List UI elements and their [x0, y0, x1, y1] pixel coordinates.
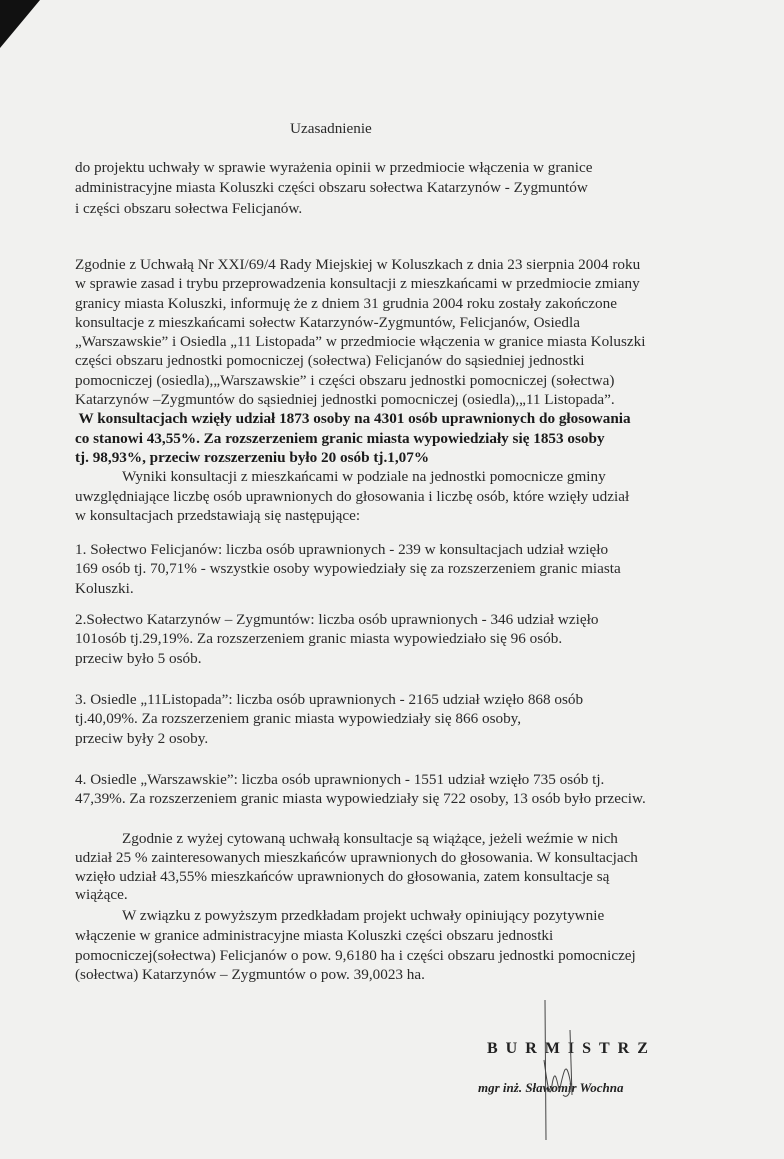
- text-line: w sprawie zasad i trybu przeprowadzenia konsultacji z mieszkańcami w przedmiocie zmiany: [75, 275, 640, 293]
- text-line: (sołectwa) Katarzynów – Zygmuntów o pow. 39,0023 ha.: [75, 966, 425, 984]
- scan-corner-shadow: [0, 0, 40, 48]
- bold-summary-line: W konsultacjach wzięły udział 1873 osoby na 4301 osób uprawnionych do głosowania: [75, 410, 631, 428]
- text-line: 1. Sołectwo Felicjanów: liczba osób uprawnionych - 239 w konsultacjach udział wzięło: [75, 541, 609, 558]
- proposal-paragraph: [75, 906, 765, 985]
- binding-paragraph: [75, 830, 765, 905]
- text-line: konsultacje z mieszkańcami sołectw Katarzynów-Zygmuntów, Felicjanów, Osiedla: [75, 313, 580, 331]
- text-line: administracyjne miasta Koluszki części obszaru sołectwa Katarzynów - Zygmuntów: [75, 179, 588, 197]
- result-item-11-listopada: [75, 690, 765, 748]
- result-item-katarzynow: [75, 610, 765, 668]
- text-line: wzięło udział 43,55% mieszkańców uprawnionych do głosowania, zatem konsultacje są: [75, 867, 610, 885]
- text-line: Koluszki.: [75, 579, 134, 597]
- text-line: 2.Sołectwo Katarzynów – Zygmuntów: liczba osób uprawnionych - 346 udział wzięło: [75, 611, 599, 628]
- text-line: w konsultacjach przedstawiają się następujące:: [75, 506, 361, 524]
- document-title: Uzasadnienie: [290, 120, 372, 137]
- signature-name: mgr inż. Sławomir Wochna: [478, 1080, 624, 1095]
- text-line: 4. Osiedle „Warszawskie”: liczba osób uprawnionych - 1551 udział wzięło 735 osób tj.: [75, 771, 605, 788]
- result-item-warszawskie: [75, 770, 765, 809]
- text-line: do projektu uchwały w sprawie wyrażenia opinii w przedmiocie włączenia w granice: [75, 159, 593, 176]
- text-line: tj.40,09%. Za rozszerzeniem granic miasta wypowiedziały się 866 osoby,: [75, 710, 522, 728]
- text-line: i części obszaru sołectwa Felicjanów.: [75, 199, 303, 217]
- text-line: uwzględniające liczbę osób uprawnionych do głosowania i liczbę osób, które wzięły udział: [75, 487, 630, 505]
- text-line: 3. Osiedle „11Listopada”: liczba osób uprawnionych - 2165 udział wzięło 868 osób: [75, 691, 584, 708]
- text-line: granicy miasta Koluszki, informuję że z dniem 31 grudnia 2004 roku zostały zakończone: [75, 294, 617, 312]
- text-line: 101osób tj.29,19%. Za rozszerzeniem granic miasta wypowiedziało się 96 osób.: [75, 630, 563, 648]
- main-paragraph: [75, 255, 765, 525]
- text-line: W związku z powyższym przedkładam projekt uchwały opiniujący pozytywnie: [122, 907, 605, 924]
- handwritten-signature-icon: [530, 1000, 590, 1145]
- text-line: przeciw były 2 osoby.: [75, 729, 209, 747]
- intro-paragraph: [75, 158, 765, 219]
- text-line: „Warszawskie” i Osiedla „11 Listopada” w przedmiocie włączenia w granice miasta Koluszki: [75, 333, 646, 351]
- bold-summary-line: tj. 98,93%, przeciw rozszerzeniu było 20 osób tj.1,07%: [75, 448, 430, 466]
- text-line: wiążące.: [75, 886, 128, 904]
- text-line: Wyniki konsultacji z mieszkańcami w podziale na jednostki pomocnicze gminy: [122, 468, 606, 486]
- text-line: 47,39%. Za rozszerzeniem granic miasta wypowiedziały się 722 osoby, 13 osób było przeciw.: [75, 790, 646, 808]
- text-line: 169 osób tj. 70,71% - wszystkie osoby wypowiedziały się za rozszerzeniem granic miasta: [75, 560, 621, 578]
- text-line: pomocniczej (osiedla),„Warszawskie” i części obszaru jednostki pomocniczej (sołectwa): [75, 371, 615, 389]
- result-item-felicjanow: [75, 540, 765, 598]
- text-line: przeciw było 5 osób.: [75, 649, 202, 667]
- text-line: udział 25 % zainteresowanych mieszkańców uprawnionych do głosowania. W konsultacjach: [75, 848, 638, 866]
- text-line: Katarzynów –Zygmuntów do sąsiedniej jednostki pomocniczej (osiedla),„11 Listopada”.: [75, 391, 615, 409]
- text-line: Zgodnie z Uchwałą Nr XXI/69/4 Rady Miejskiej w Koluszkach z dnia 23 sierpnia 2004 roku: [75, 256, 641, 273]
- signature-role: BURMISTRZ: [487, 1040, 656, 1057]
- text-line: części obszaru jednostki pomocniczej (sołectwa) Felicjanów do sąsiedniej jednostki: [75, 352, 585, 370]
- text-line: włączenie w granice administracyjne miasta Koluszki części obszaru jednostki: [75, 926, 554, 944]
- bold-summary-line: co stanowi 43,55%. Za rozszerzeniem granic miasta wypowiedziały się 1853 osoby: [75, 429, 605, 447]
- text-line: pomocniczej(sołectwa) Felicjanów o pow. 9,6180 ha i części obszaru jednostki pomocniczej: [75, 946, 636, 964]
- text-line: Zgodnie z wyżej cytowaną uchwałą konsultacje są wiążące, jeżeli weźmie w nich: [122, 830, 618, 847]
